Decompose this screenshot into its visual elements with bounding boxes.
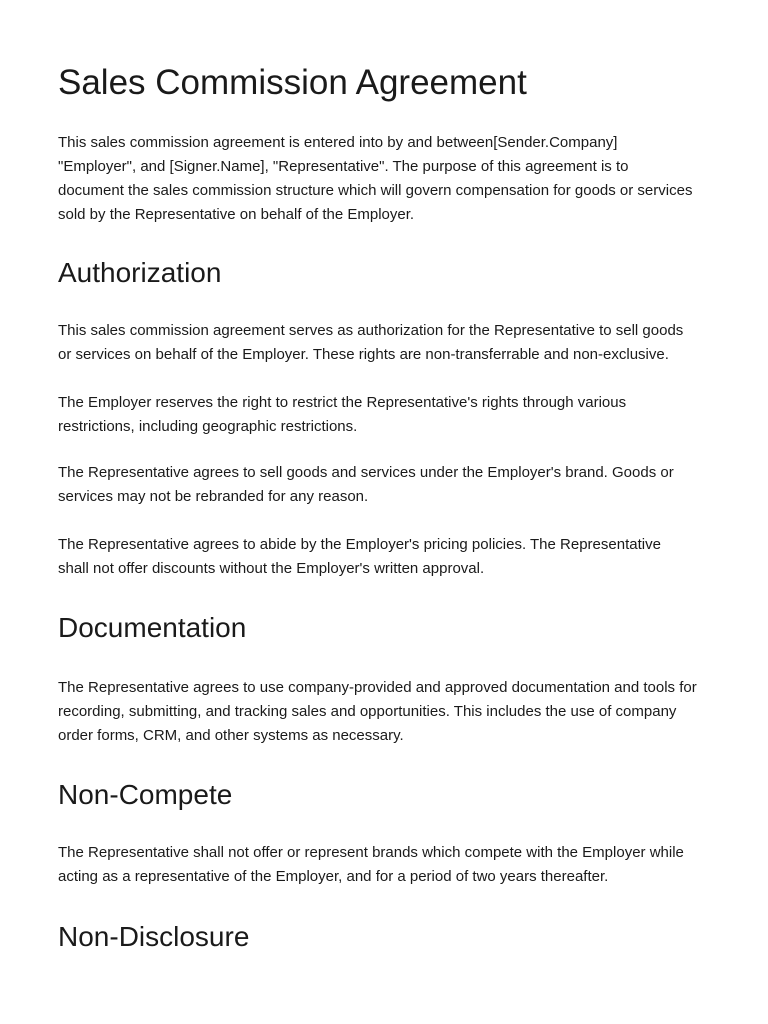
text-line: document the sales commission structure which will govern compensation for goods or services	[58, 182, 693, 199]
section-heading-authorization: Authorization	[58, 257, 222, 288]
authorization-paragraph	[58, 533, 730, 581]
section-heading-documentation: Documentation	[58, 612, 247, 643]
text-line: This sales commission agreement serves as authorization for the Representative to sell goods	[58, 322, 684, 339]
text-line: restrictions, including geographic restrictions.	[58, 418, 358, 435]
text-line: sold by the Representative on behalf of the Employer.	[58, 206, 415, 223]
non-compete-paragraph	[58, 841, 730, 889]
section-heading-non-disclosure: Non-Disclosure	[58, 921, 250, 952]
authorization-paragraph	[58, 461, 730, 509]
text-line: The Representative agrees to abide by the Employer's pricing policies. The Representative	[58, 536, 661, 553]
intro-paragraph	[58, 131, 730, 227]
text-line: services may not be rebranded for any reason.	[58, 488, 369, 505]
text-line: order forms, CRM, and other systems as necessary.	[58, 727, 404, 744]
documentation-paragraph	[58, 676, 730, 748]
text-line: recording, submitting, and tracking sales and opportunities. This includes the use of company	[58, 703, 677, 720]
text-line: The Representative shall not offer or represent brands which compete with the Employer while	[58, 844, 684, 861]
text-line: acting as a representative of the Employer, and for a period of two years thereafter.	[58, 868, 609, 885]
text-line: The Representative agrees to use company-provided and approved documentation and tools for	[58, 679, 697, 696]
text-line: This sales commission agreement is entered into by and between[Sender.Company]	[58, 134, 618, 151]
authorization-paragraph	[58, 391, 730, 439]
authorization-paragraph	[58, 319, 730, 367]
text-line: The Representative agrees to sell goods and services under the Employer's brand. Goods or	[58, 464, 674, 481]
text-line: or services on behalf of the Employer. These rights are non-transferrable and non-exclusive.	[58, 346, 669, 363]
document-title: Sales Commission Agreement	[58, 63, 527, 102]
text-line: "Employer", and [Signer.Name], "Representative". The purpose of this agreement is to	[58, 158, 629, 175]
text-line: The Employer reserves the right to restrict the Representative's rights through various	[58, 394, 627, 411]
section-heading-non-compete: Non-Compete	[58, 779, 233, 810]
text-line: shall not offer discounts without the Employer's written approval.	[58, 560, 485, 577]
